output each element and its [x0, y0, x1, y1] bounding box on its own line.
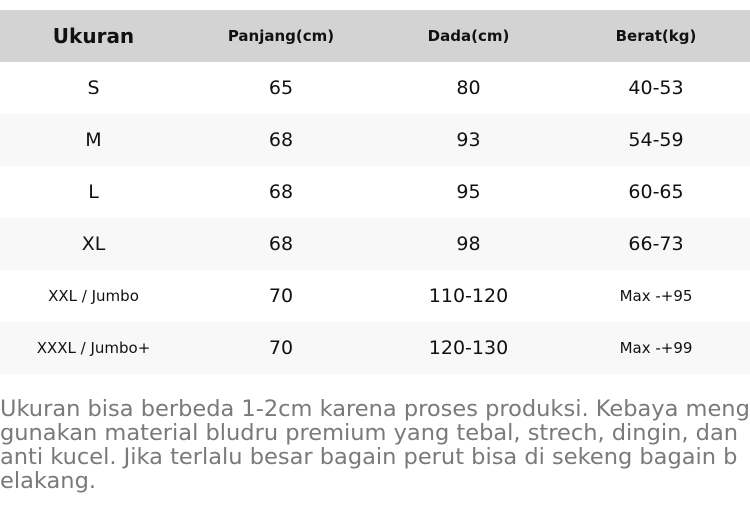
table-row [0, 322, 750, 374]
cell-weight: 40-53 [628, 77, 684, 99]
cell-weight: Max -+99 [619, 339, 693, 357]
cell-size: L [88, 181, 99, 203]
cell-weight: 66-73 [628, 233, 684, 255]
table-row [0, 166, 750, 218]
size-chart-table [0, 10, 750, 374]
cell-weight: 60-65 [628, 181, 684, 203]
header-weight: Berat(kg) [615, 27, 697, 45]
cell-chest: 80 [456, 77, 481, 99]
cell-size: XXL / Jumbo [48, 287, 139, 305]
cell-size: XL [81, 233, 106, 255]
cell-length: 65 [268, 77, 294, 99]
table-row [0, 62, 750, 114]
cell-length: 68 [268, 181, 294, 203]
cell-size: XXXL / Jumbo+ [36, 339, 151, 357]
table-row [0, 114, 750, 166]
cell-length: 70 [268, 285, 294, 307]
cell-length: 68 [268, 129, 294, 151]
top-spacer [0, 0, 750, 10]
cell-length: 70 [268, 337, 294, 359]
cell-length: 68 [268, 233, 294, 255]
size-note: Ukuran bisa berbeda 1-2cm karena proses produksi. Kebaya menggunakan material bludru premium yang tebal, strech, dingin, dan anti kucel. Jika terlalu besar bagain perut bisa di sekeng bagain belakang. [0, 396, 750, 494]
cell-chest: 120-130 [428, 337, 509, 359]
cell-weight: Max -+95 [619, 287, 693, 305]
header-size: Ukuran [52, 24, 135, 48]
table-row [0, 218, 750, 270]
cell-weight: 54-59 [628, 129, 684, 151]
cell-size: M [85, 129, 102, 151]
table-header-row [0, 10, 750, 62]
cell-chest: 95 [456, 181, 481, 203]
header-length: Panjang(cm) [227, 27, 335, 45]
header-chest: Dada(cm) [427, 27, 510, 45]
cell-chest: 98 [456, 233, 481, 255]
cell-size: S [87, 77, 100, 99]
cell-chest: 110-120 [428, 285, 509, 307]
cell-chest: 93 [456, 129, 481, 151]
table-row [0, 270, 750, 322]
